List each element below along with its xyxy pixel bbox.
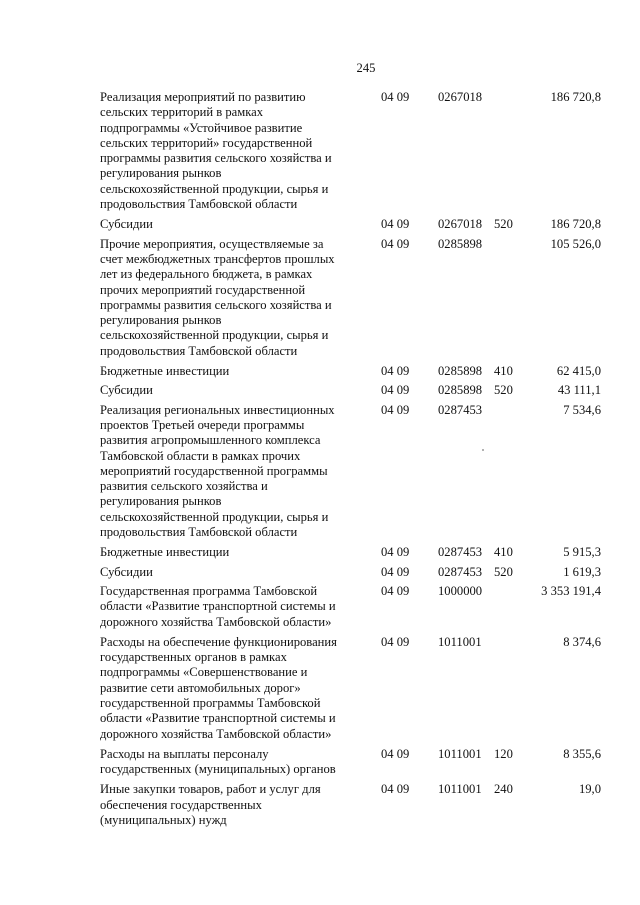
target-article-code: 1011001 — [438, 746, 482, 761]
amount: 19,0 — [578, 782, 601, 797]
row-name — [100, 383, 352, 398]
row-name-line: государственной программы Тамбовской — [100, 695, 321, 710]
amount: 1 619,3 — [563, 564, 601, 579]
row-name-line: продовольствия Тамбовской области — [100, 197, 298, 212]
target-article-code: 0287453 — [438, 402, 483, 417]
table-row — [100, 403, 605, 541]
row-name-line: Государственная программа Тамбовской — [100, 583, 318, 598]
section-code: 04 09 — [381, 583, 410, 598]
row-name-line: государственных органов в рамках — [100, 650, 287, 665]
row-name — [100, 237, 352, 359]
row-name-line: сельских территорий» государственной — [100, 135, 313, 150]
table-row — [100, 782, 605, 828]
row-name — [100, 403, 352, 541]
table-row — [100, 90, 605, 212]
target-article-code: 0285898 — [438, 236, 483, 251]
row-name-line: Бюджетные инвестиции — [100, 545, 230, 560]
row-name-line: сельскохозяйственной продукции, сырья и — [100, 509, 329, 524]
amount: 3 353 191,4 — [541, 583, 601, 598]
section-code: 04 09 — [381, 90, 410, 104]
target-article-code: 1011001 — [438, 782, 482, 797]
section-code: 04 09 — [381, 564, 410, 579]
target-article-code: 0267018 — [438, 217, 483, 232]
table-row — [100, 545, 605, 560]
scan-speck — [482, 449, 484, 451]
row-name-line: Субсидии — [100, 383, 153, 398]
table-row — [100, 635, 605, 742]
row-name-line: Расходы на выплаты персоналу — [100, 746, 269, 761]
row-name-line: подпрограммы «Совершенствование и — [100, 665, 308, 680]
target-article-code: 0285898 — [438, 364, 483, 379]
row-name — [100, 782, 352, 828]
target-article-code: 0285898 — [438, 383, 483, 398]
row-name-line: Расходы на обеспечение функционирования — [100, 634, 337, 649]
row-name-line: лет из федерального бюджета, в рамках — [100, 267, 313, 282]
expense-type-code: 410 — [494, 364, 513, 379]
row-name-line: Реализация мероприятий по развитию — [100, 90, 306, 104]
section-code: 04 09 — [381, 364, 410, 379]
row-name-line: продовольствия Тамбовской области — [100, 343, 298, 358]
table-row — [100, 217, 605, 232]
amount: 8 355,6 — [563, 746, 601, 761]
row-name-line: регулирования рынков — [100, 166, 222, 181]
amount: 186 720,8 — [550, 217, 601, 232]
target-article-code: 0267018 — [438, 90, 483, 104]
row-name-line: Реализация региональных инвестиционных — [100, 402, 335, 417]
target-article-code: 0287453 — [438, 564, 483, 579]
expense-type-code: 520 — [494, 383, 513, 398]
row-name-line: программы развития сельского хозяйства и — [100, 297, 332, 312]
row-name-line: сельскохозяйственной продукции, сырья и — [100, 328, 329, 343]
row-name-line: Прочие мероприятия, осуществляемые за — [100, 236, 324, 251]
expense-type-code: 240 — [494, 782, 513, 797]
amount: 62 415,0 — [556, 364, 601, 379]
row-name-line: области «Развитие транспортной системы и — [100, 599, 336, 614]
section-code: 04 09 — [381, 217, 410, 232]
row-name-line: подпрограммы «Устойчивое развитие — [100, 120, 303, 135]
table-row — [100, 584, 605, 630]
expense-type-code: 410 — [494, 545, 513, 560]
section-code: 04 09 — [381, 545, 410, 560]
section-code: 04 09 — [381, 634, 410, 649]
row-name-line: проектов Третьей очереди программы — [100, 417, 305, 432]
row-name — [100, 364, 352, 379]
row-name-line: сельскохозяйственной продукции, сырья и — [100, 181, 329, 196]
row-name-line: счет межбюджетных трансфертов прошлых — [100, 251, 335, 266]
amount: 8 374,6 — [563, 634, 601, 649]
row-name-line: Тамбовской области в рамках прочих — [100, 448, 301, 463]
row-name-line: дорожного хозяйства Тамбовской области» — [100, 614, 332, 629]
amount: 5 915,3 — [563, 545, 601, 560]
expense-type-code: 520 — [494, 564, 513, 579]
table-row — [100, 237, 605, 359]
amount: 7 534,6 — [563, 402, 601, 417]
section-code: 04 09 — [381, 236, 410, 251]
row-name — [100, 90, 352, 212]
table-row — [100, 747, 605, 778]
row-name-line: дорожного хозяйства Тамбовской области» — [100, 726, 332, 741]
budget-table — [100, 90, 605, 833]
table-row — [100, 364, 605, 379]
row-name-line: программы развития сельского хозяйства и — [100, 151, 332, 166]
row-name-line: мероприятий государственной программы — [100, 463, 328, 478]
row-name — [100, 747, 352, 778]
table-row — [100, 383, 605, 398]
row-name-line: продовольствия Тамбовской области — [100, 525, 298, 540]
row-name — [100, 635, 352, 742]
row-name-line: Субсидии — [100, 564, 153, 579]
amount: 186 720,8 — [550, 90, 601, 104]
row-name-line: развитие сети автомобильных дорог» — [100, 680, 301, 695]
row-name-line: Иные закупки товаров, работ и услуг для — [100, 782, 321, 797]
amount: 43 111,1 — [557, 383, 601, 398]
row-name-line: сельских территорий в рамках — [100, 105, 264, 120]
expense-type-code: 520 — [494, 217, 513, 232]
target-article-code: 1011001 — [438, 634, 482, 649]
target-article-code: 0287453 — [438, 545, 483, 560]
row-name-line: (муниципальных) нужд — [100, 813, 227, 828]
row-name-line: Бюджетные инвестиции — [100, 364, 230, 379]
page-number: 245 — [356, 61, 376, 75]
amount: 105 526,0 — [550, 236, 601, 251]
row-name-line: регулирования рынков — [100, 313, 222, 328]
row-name-line: регулирования рынков — [100, 494, 222, 509]
table-row — [100, 565, 605, 580]
row-name — [100, 565, 352, 580]
section-code: 04 09 — [381, 383, 410, 398]
row-name-line: развития сельского хозяйства и — [100, 479, 268, 494]
row-name-line: обеспечения государственных — [100, 797, 262, 812]
row-name — [100, 584, 352, 630]
row-name-line: прочих мероприятий государственной — [100, 282, 306, 297]
row-name — [100, 545, 352, 560]
section-code: 04 09 — [381, 746, 410, 761]
row-name-line: государственных (муниципальных) органов — [100, 762, 336, 777]
target-article-code: 1000000 — [438, 583, 483, 598]
section-code: 04 09 — [381, 402, 410, 417]
row-name — [100, 217, 352, 232]
row-name-line: развития агропромышленного комплекса — [100, 433, 321, 448]
section-code: 04 09 — [381, 782, 410, 797]
row-name-line: области «Развитие транспортной системы и — [100, 711, 336, 726]
expense-type-code: 120 — [494, 746, 513, 761]
row-name-line: Субсидии — [100, 217, 153, 232]
